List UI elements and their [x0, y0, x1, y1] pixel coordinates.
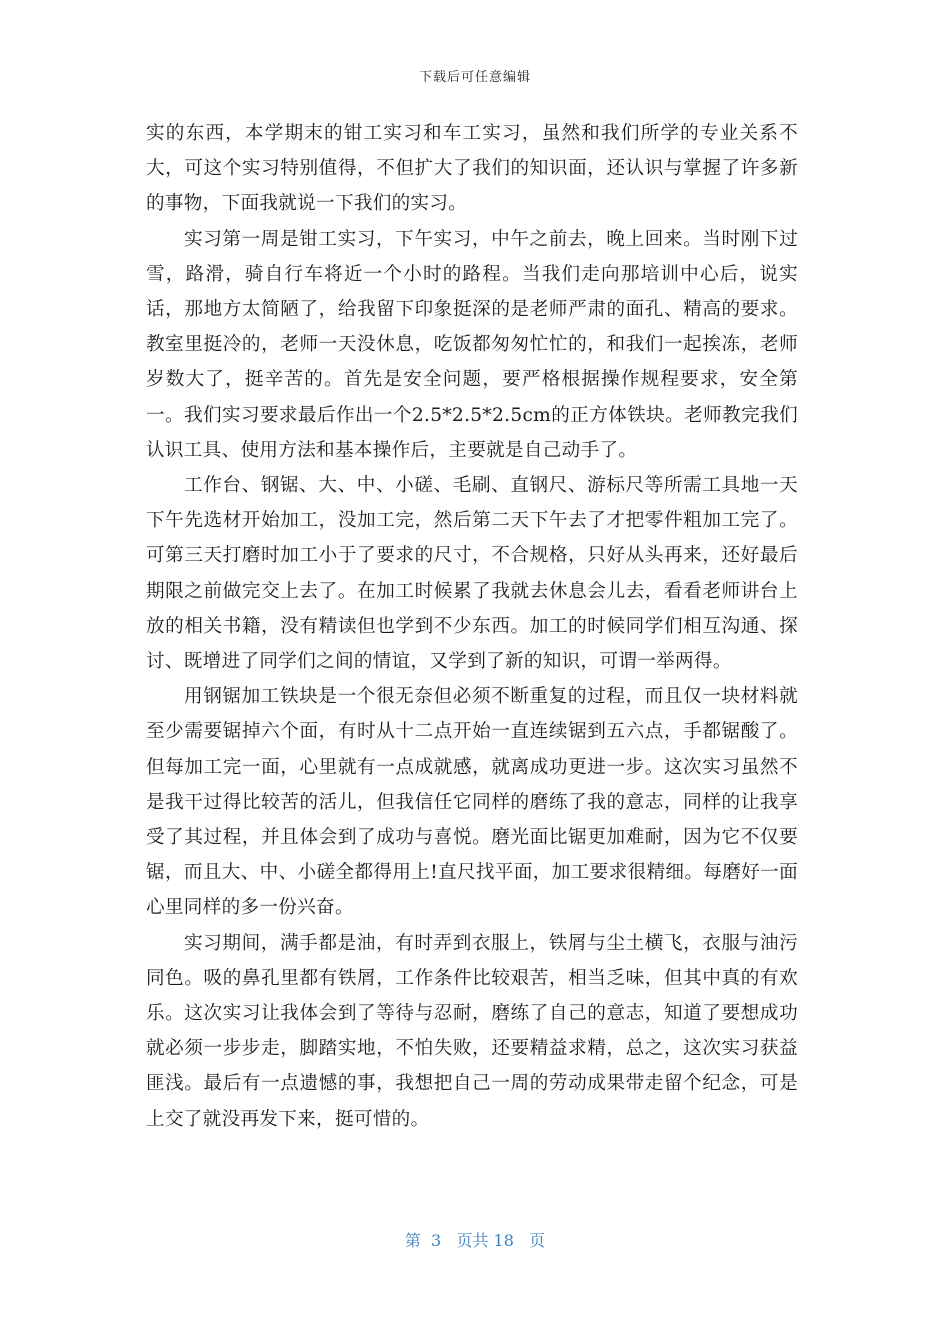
paragraph-3: 工作台、钢锯、大、中、小磋、毛刷、直钢尺、游标尺等所需工具地一天下午先选材开始加工，没加工完，然后第二天下午去了才把零件粗加工完了。可第三天打磨时加工小于了要求的尺寸，不合规格，只好从头再来，还好最后期限之前做完交上去了。在加工时候累了我就去休息会儿去，看看老师讲台上放的相关书籍，没有精读但也学到不少东西。加工的时候同学们相互沟通、探讨、既增进了同学们之间的情谊，又学到了新的知识，可谓一举两得。	[146, 475, 798, 673]
paragraph-1: 实的东西，本学期末的钳工实习和车工实习，虽然和我们所学的专业关系不大，可这个实习特别值得，不但扩大了我们的知识面，还认识与掌握了许多新的事物，下面我就说一下我们的实习。	[146, 123, 798, 215]
paragraph-5: 实习期间，满手都是油，有时弄到衣服上，铁屑与尘土横飞，衣服与油污同色。吸的鼻孔里都有铁屑，工作条件比较艰苦，相当乏味，但其中真的有欢乐。这次实习让我体会到了等待与忍耐，磨练了自己的意志，知道了要想成功就必须一步步走，脚踏实地，不怕失败，还要精益求精，总之，这次实习获益匪浅。最后有一点遗憾的事，我想把自己一周的劳动成果带走留个纪念，可是上交了就没再发下来，挺可惜的。	[146, 932, 798, 1130]
paragraph-4: 用钢锯加工铁块是一个很无奈但必须不断重复的过程，而且仅一块材料就至少需要锯掉六个面，有时从十二点开始一直连续锯到五六点，手都锯酸了。但每加工完一面，心里就有一点成就感，就离成功更进一步。这次实习虽然不是我干过得比较苦的活儿，但我信任它同样的磨练了我的意志，同样的让我享受了其过程，并且体会到了成功与喜悦。磨光面比锯更加难耐，因为它不仅要锯，而且大、中、小磋全都得用上!直尺找平面，加工要求很精细。每磨好一面心里同样的多一份兴奋。	[146, 686, 798, 919]
page-number-footer: 第 3 页共 18 页	[404, 1231, 546, 1250]
document-body	[146, 116, 798, 1137]
page-header: 下载后可任意编辑	[418, 70, 531, 85]
paragraph-2: 实习第一周是钳工实习，下午实习，中午之前去，晚上回来。当时刚下过雪，路滑，骑自行车将近一个小时的路程。当我们走向那培训中心后，说实话，那地方太简陋了，给我留下印象挺深的是老师严肃的面孔、精高的要求。教室里挺冷的，老师一天没休息，吃饭都匆匆忙忙的，和我们一起挨冻，老师岁数大了，挺辛苦的。首先是安全问题，要严格根据操作规程要求，安全第一。我们实习要求最后作出一个2.5*2.5*2.5cm的正方体铁块。老师教完我们认识工具、使用方法和基本操作后，主要就是自己动手了。	[146, 228, 798, 461]
